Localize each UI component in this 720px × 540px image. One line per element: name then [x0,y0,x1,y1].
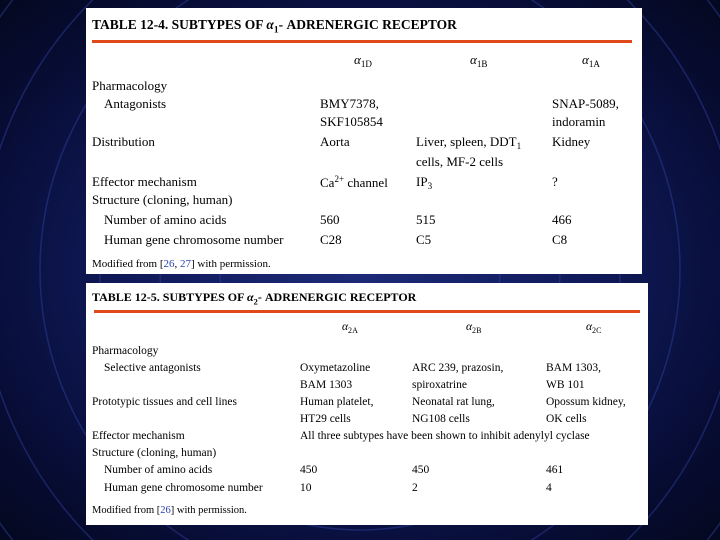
title-alpha: α [266,17,274,32]
cell-amino-1d: 560 [320,212,340,227]
cell-amino-2c: 461 [546,464,564,476]
row-label-chromosome: Human gene chromosome number [104,232,284,247]
reference-link-26[interactable]: 26 [160,505,171,516]
cell-effector-1d: $Ca^{2+}$ channel [320,174,388,190]
cell-tissues-2b-2: NG108 cells [412,413,470,425]
row-label-amino-acids: Number of amino acids [104,464,213,476]
table-footnote: Modified from [26] with permission. [92,505,247,516]
reference-link-26[interactable]: 26 [163,258,175,270]
table-title [92,17,457,36]
cell-chromosome-2a: 10 [300,482,312,494]
column-header-alpha1b: $\alpha_{1B}$ [470,52,488,69]
table-alpha1-panel [86,8,642,274]
cell-amino-2b: 450 [412,464,430,476]
cell-antagonists-2a-1: Oxymetazoline [300,362,371,374]
title-subscript: 1 [273,25,279,36]
cell-tissues-2c-2: OK cells [546,413,587,425]
cell-amino-2a: 450 [300,464,318,476]
row-label-structure: Structure (cloning, human) [92,192,233,207]
cell-chromosome-1b: C5 [416,232,432,247]
title-rule [92,40,632,43]
cell-antagonists-2c-2: WB 101 [546,379,585,391]
title-alpha: α [247,290,254,304]
cell-distribution-1a: Kidney [552,134,591,149]
cell-chromosome-2b: 2 [412,482,418,494]
row-label-chromosome: Human gene chromosome number [104,482,263,494]
cell-distribution-1b-1: Liver, spleen, $DDT_1$ [416,134,522,151]
row-label-effector: Effector mechanism [92,174,197,189]
row-label-effector: Effector mechanism [92,430,185,442]
cell-antagonists-2c-1: BAM 1303, [546,362,601,374]
title-text-suffix: - ADRENERGIC RECEPTOR [257,290,417,304]
row-label-selective-antagonists: Selective antagonists [104,362,201,374]
cell-chromosome-1d: C28 [320,232,342,247]
table-footnote: Modified from [26, 27] with permission. [92,258,271,270]
cell-effector-1a: ? [552,174,558,189]
column-header-alpha2b: $\alpha_{2B}$ [466,321,482,335]
cell-effector-all: All three subtypes have been shown to inhibit adenylyl cyclase [300,430,590,442]
row-label-pharmacology: Pharmacology [92,78,168,93]
cell-amino-1b: 515 [416,212,436,227]
row-label-amino-acids: Number of amino acids [104,212,227,227]
cell-effector-1b: $IP_3$ [416,174,433,191]
cell-amino-1a: 466 [552,212,572,227]
table-title [92,290,416,306]
title-text: TABLE 12-5. SUBTYPES OF [92,290,248,304]
cell-antagonists-1d-2: SKF105854 [320,114,383,129]
title-rule [94,310,640,313]
cell-chromosome-2c: 4 [546,482,552,494]
cell-antagonists-1d-1: BMY7378, [320,96,379,111]
cell-tissues-2b-1: Neonatal rat lung, [412,396,495,408]
cell-chromosome-1a: C8 [552,232,568,247]
cell-antagonists-1a-1: SNAP-5089, [552,96,619,111]
row-label-tissues: Prototypic tissues and cell lines [92,396,238,408]
column-header-alpha2a: $\alpha_{2A}$ [342,321,358,335]
cell-antagonists-2a-2: BAM 1303 [300,379,353,391]
row-label-structure: Structure (cloning, human) [92,447,217,459]
cell-antagonists-2b-2: spiroxatrine [412,379,467,391]
row-label-distribution: Distribution [92,134,155,149]
title-subscript: 2 [253,297,258,307]
cell-distribution-1d: Aorta [320,134,350,149]
cell-tissues-2c-1: Opossum kidney, [546,396,626,408]
title-text-suffix: - ADRENERGIC RECEPTOR [278,17,457,32]
cell-tissues-2a-2: HT29 cells [300,413,351,425]
cell-antagonists-2b-1: ARC 239, prazosin, [412,362,504,374]
cell-distribution-1b-2: cells, MF-2 cells [416,154,504,169]
cell-tissues-2a-1: Human platelet, [300,396,374,408]
row-label-antagonists: Antagonists [104,96,167,111]
reference-link-27[interactable]: 27 [179,258,191,270]
table-alpha2-panel [86,283,648,525]
title-text: TABLE 12-4. SUBTYPES OF [92,17,267,32]
cell-antagonists-1a-2: indoramin [552,114,606,129]
column-header-alpha1a: $\alpha_{1A}$ [582,52,600,69]
column-header-alpha1d: $\alpha_{1D}$ [354,52,372,69]
column-header-alpha2c: $\alpha_{2C}$ [586,321,602,335]
row-label-pharmacology: Pharmacology [92,345,159,357]
